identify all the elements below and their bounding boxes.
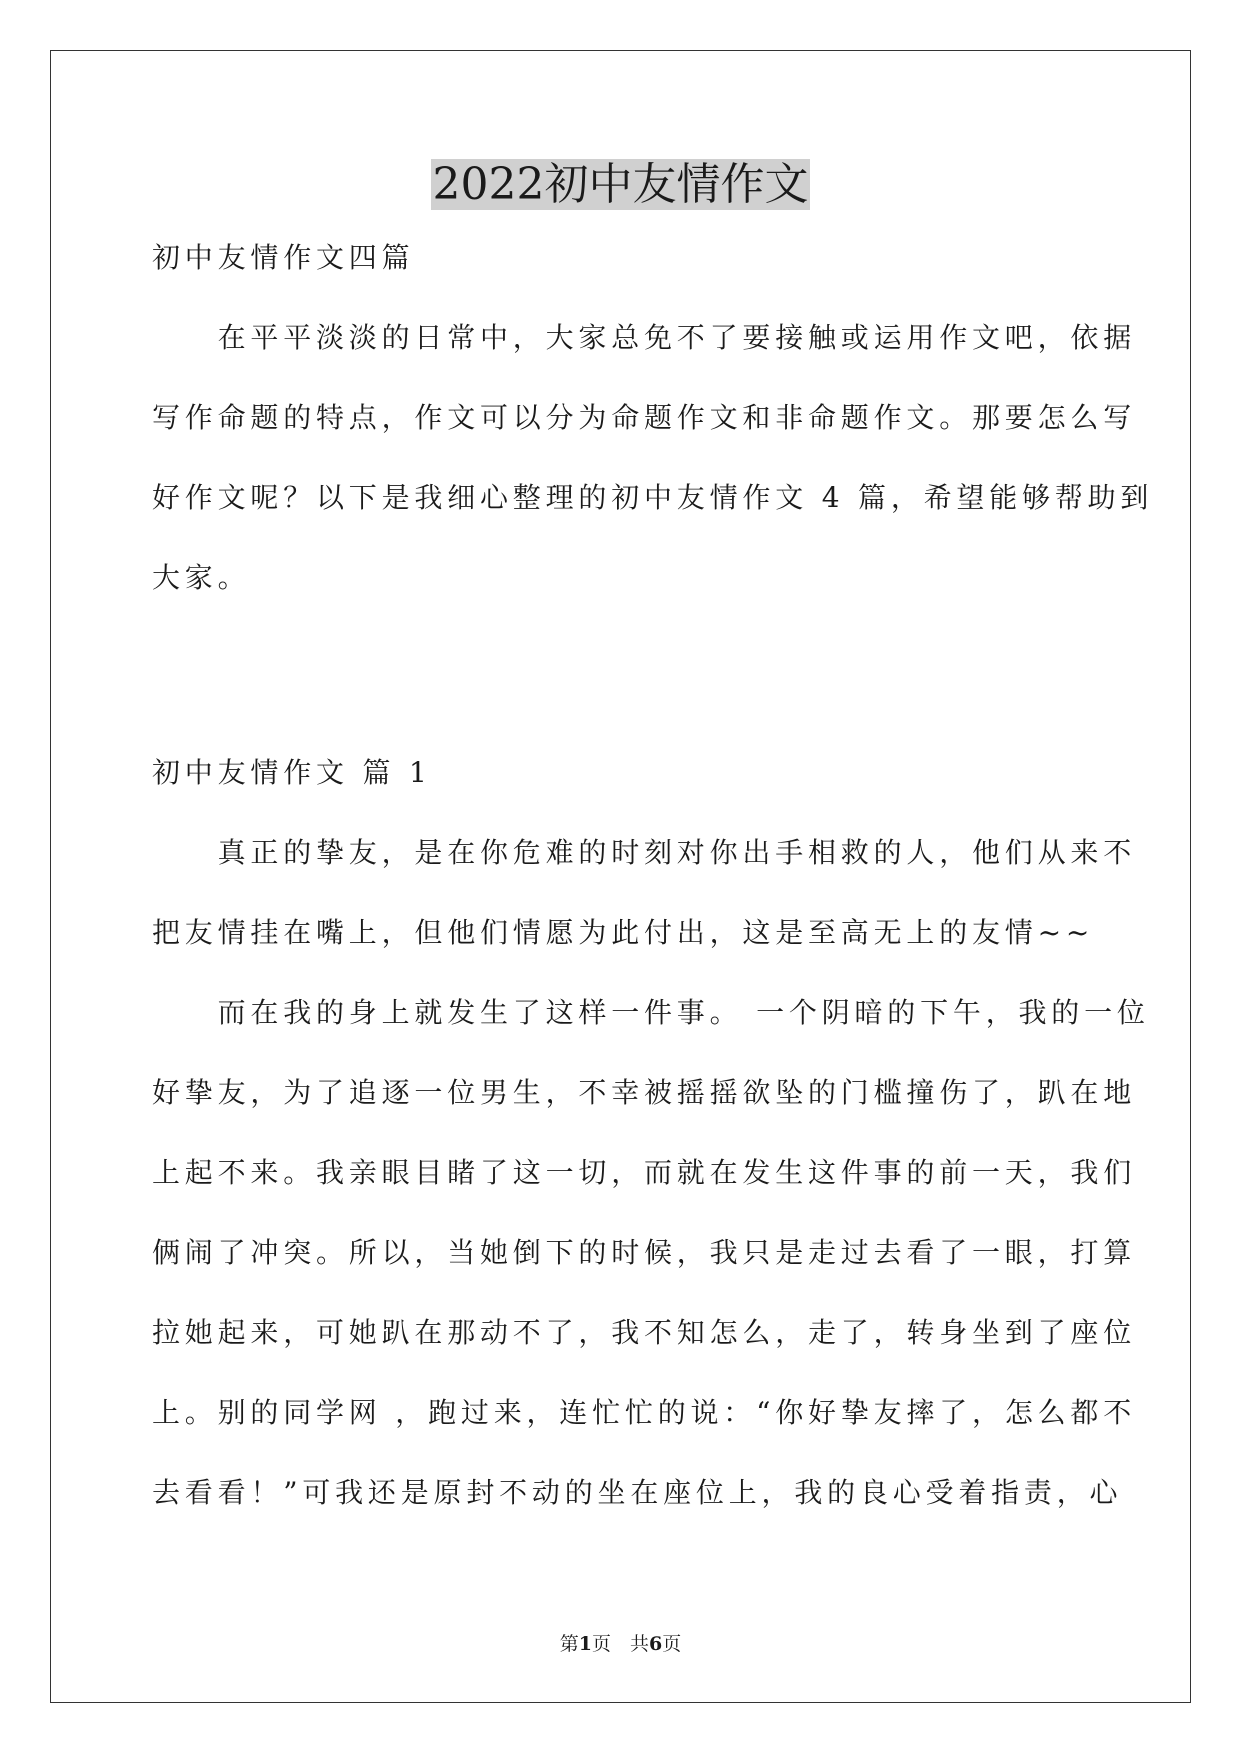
section-line-6: 俩闹了冲突。所以，当她倒下的时候，我只是走过去看了一眼，打算 xyxy=(152,1236,1137,1269)
section-1 xyxy=(152,733,1150,1533)
title-text: 2022初中友情作文 xyxy=(432,159,809,210)
section-heading: 初中友情作文 篇 1 xyxy=(152,756,432,789)
section-line-3: 而在我的身上就发生了这样一件事。 一个阴暗的下午，我的一位 xyxy=(152,996,1150,1029)
footer-mid: 页 共 xyxy=(591,1633,649,1655)
section-line-2: 把友情挂在嘴上，但他们情愿为此付出，这是至高无上的友情~~ xyxy=(152,916,1095,949)
document-title xyxy=(0,157,1241,213)
total-page-number: 6 xyxy=(649,1633,663,1655)
section-line-8: 上。别的同学网 ，跑过来，连忙忙的说：“你好挚友摔了，怎么都不 xyxy=(152,1396,1137,1429)
current-page-number: 1 xyxy=(578,1633,592,1655)
footer-prefix: 第 xyxy=(559,1633,579,1655)
page-footer xyxy=(0,1632,1241,1656)
intro-line-2: 写作命题的特点，作文可以分为命题作文和非命题作文。那要怎么写 xyxy=(152,401,1137,434)
section-line-4: 好挚友，为了追逐一位男生，不幸被摇摇欲坠的门槛撞伤了，趴在地 xyxy=(152,1076,1137,1109)
intro-line-1: 在平平淡淡的日常中，大家总免不了要接触或运用作文吧，依据 xyxy=(152,321,1137,354)
section-line-7: 拉她起来，可她趴在那动不了，我不知怎么，走了，转身坐到了座位 xyxy=(152,1316,1137,1349)
intro-line-3: 好作文呢？以下是我细心整理的初中友情作文 4 篇，希望能够帮助到 xyxy=(152,481,1154,514)
section-line-5: 上起不来。我亲眼目睹了这一切，而就在发生这件事的前一天，我们 xyxy=(152,1156,1137,1189)
footer-suffix: 页 xyxy=(662,1633,682,1655)
subtitle: 初中友情作文四篇 xyxy=(152,241,415,274)
intro-line-4: 大家。 xyxy=(152,561,251,594)
section-line-9: 去看看！”可我还是原封不动的坐在座位上，我的良心受着指责，心 xyxy=(152,1476,1123,1509)
section-line-1: 真正的挚友，是在你危难的时刻对你出手相救的人，他们从来不 xyxy=(152,836,1137,869)
document-body xyxy=(152,218,1154,618)
